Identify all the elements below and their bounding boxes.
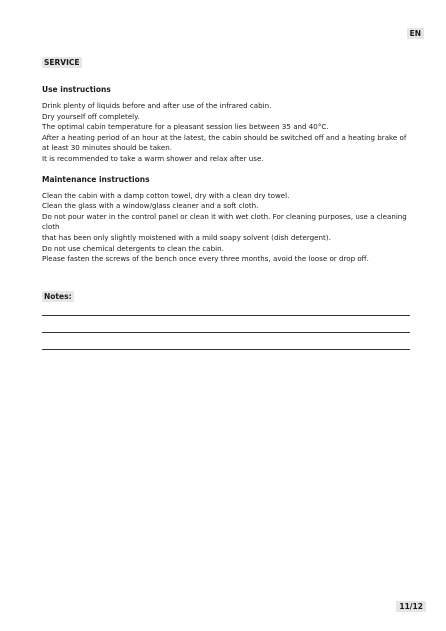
text-line: It is recommended to take a warm shower and relax after use. [42, 153, 264, 163]
page-content [42, 50, 418, 366]
note-line [42, 332, 410, 333]
maintenance-instructions-text [42, 191, 418, 265]
use-instructions-text [42, 101, 418, 165]
maintenance-instructions-heading: Maintenance instructions [42, 174, 150, 184]
language-badge: EN [407, 28, 424, 39]
text-line: After a heating period of an hour at the latest, the cabin should be switched off and a heating brake of [42, 132, 407, 142]
maintenance-instructions-section [42, 175, 418, 265]
text-line: Dry yourself off completely. [42, 111, 140, 121]
text-line: at least 30 minutes should be taken. [42, 143, 173, 153]
notes-title: Notes: [44, 291, 72, 301]
text-line: Clean the glass with a window/glass cleaner and a soft cloth. [42, 201, 259, 211]
text-line: Please fasten the screws of the bench once every three months, avoid the loose or drop off. [42, 254, 369, 264]
page-number: 11/12 [396, 601, 426, 612]
note-line [42, 349, 410, 350]
section-title: SERVICE [44, 58, 80, 67]
note-line [42, 315, 410, 316]
text-line: Do not use chemical detergents to clean the cabin. [42, 243, 224, 253]
text-line: Do not pour water in the control panel or clean it with wet cloth. For cleaning purposes, use a cleaning cloth [42, 211, 407, 232]
text-line: that has been only slightly moistened with a mild soapy solvent (dish detergent). [42, 232, 331, 242]
text-line: Clean the cabin with a damp cotton towel, dry with a clean dry towel. [42, 190, 290, 200]
use-instructions-section [42, 85, 418, 165]
text-line: Drink plenty of liquids before and after use of the infrared cabin. [42, 101, 272, 110]
use-instructions-heading: Use instructions [42, 85, 111, 94]
text-line: The optimal cabin temperature for a pleasant session lies between 35 and 40°C. [42, 122, 329, 132]
notes-area [42, 315, 418, 350]
